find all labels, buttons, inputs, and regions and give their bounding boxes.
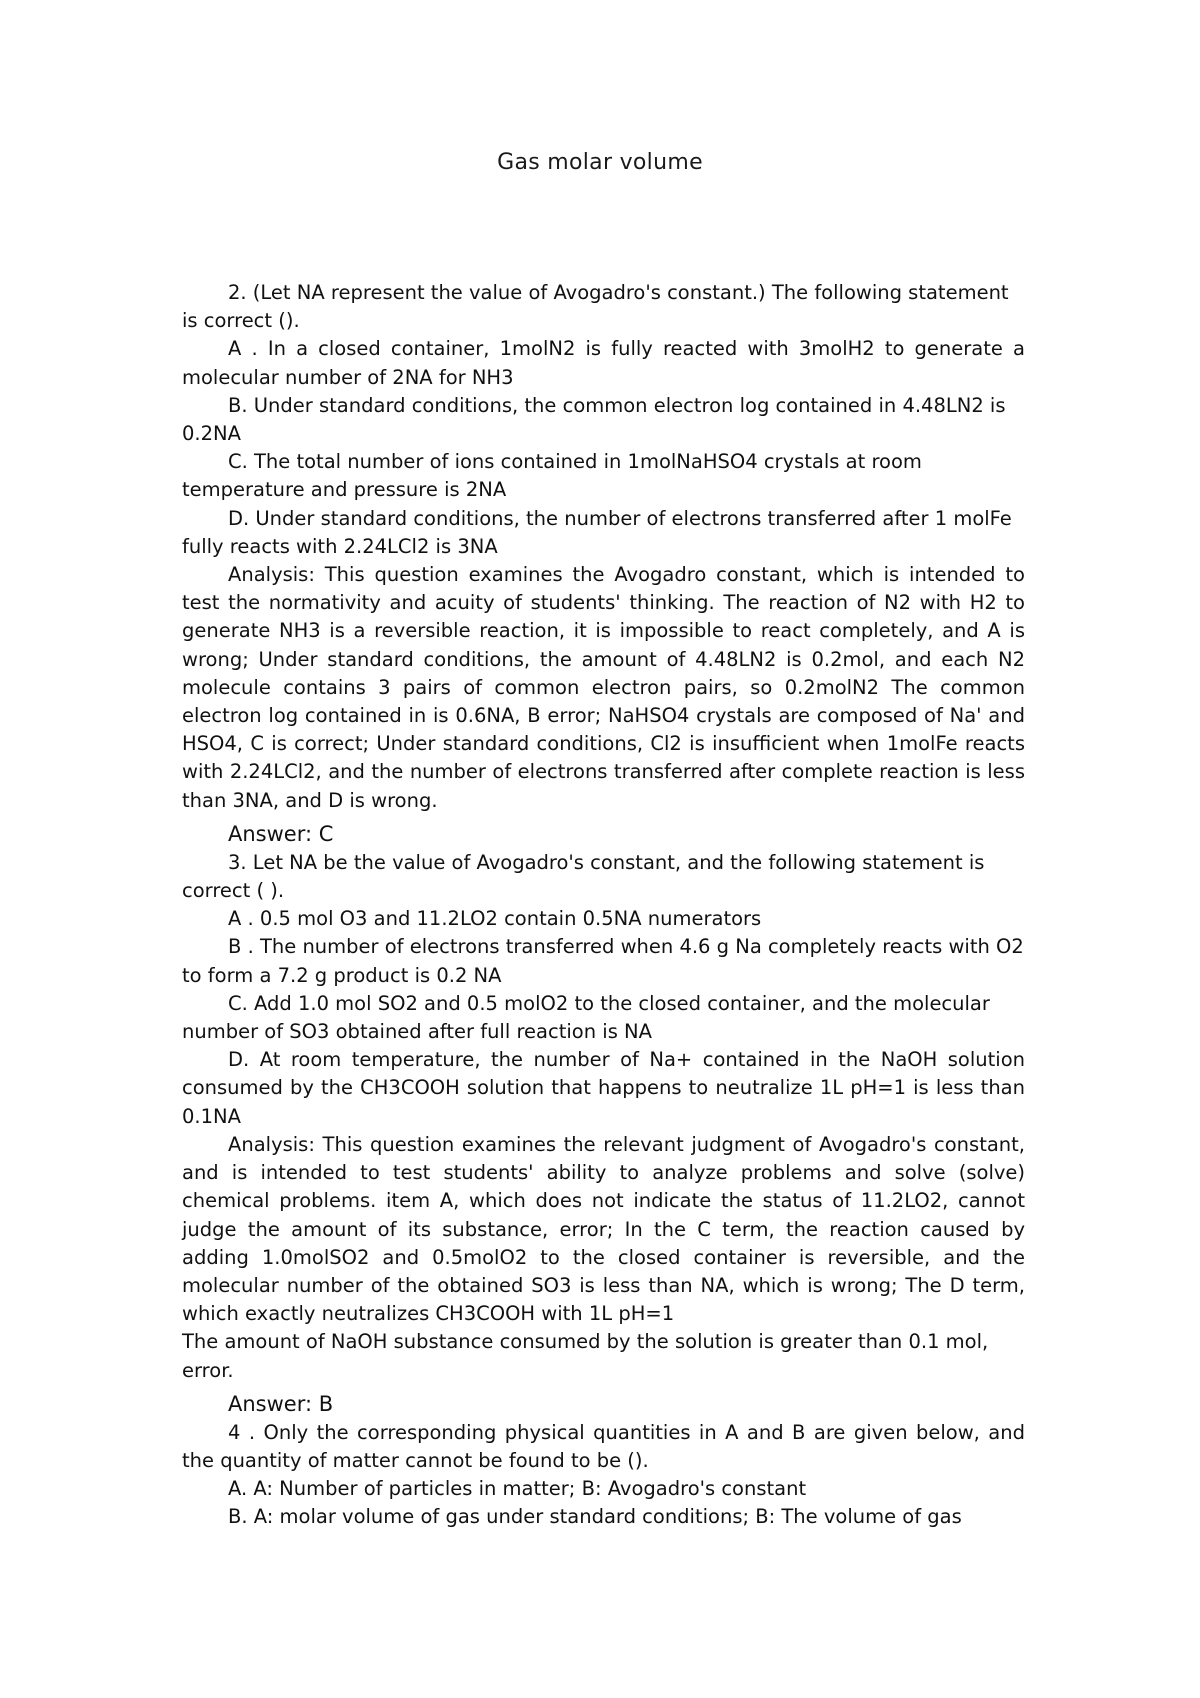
question-2-analysis: Analysis: This question examines the Avogadro constant, which is intended to test the normativity and acuity of students' thinking. The reaction of N2 with H2 to generate NH3 is a reversible reaction, it is impossible to react completely, and A is wrong; Under standard conditions, the amount of 4.48LN2 is 0.2mol, and each N2 molecule contains 3 pairs of common electron pairs, so 0.2molN2 The common electron log contained in is 0.6NA, B error; NaHSO4 crystals are composed of Na' and HSO4, C is correct; Under standard conditions, Cl2 is insufficient when 1molFe reacts with 2.24LCl2, and the number of electrons transferred after complete reaction is less than 3NA, and D is wrong. xyxy=(182,563,1025,812)
question-2-option-c: C. The total number of ions contained in 1molNaHSO4 crystals at room temperature and pressure is 2NA xyxy=(182,450,922,502)
question-2-stem: 2. (Let NA represent the value of Avogadro's constant.) The following statement is correct (). xyxy=(182,281,1009,333)
question-3-option-a: A . 0.5 mol O3 and 11.2LO2 contain 0.5NA numerators xyxy=(228,907,762,931)
document-body xyxy=(182,279,1025,1532)
question-3-option-b: B . The number of electrons transferred when 4.6 g Na completely reacts with O2 to form a 7.2 g product is 0.2 NA xyxy=(182,935,1024,987)
question-2-option-b: B. Under standard conditions, the common electron log contained in 4.48LN2 is 0.2NA xyxy=(182,393,1006,446)
question-3-option-c: C. Add 1.0 mol SO2 and 0.5 molO2 to the closed container, and the molecular number of SO3 obtained after full reaction is NA xyxy=(182,991,990,1044)
question-4-stem: 4 . Only the corresponding physical quantities in A and B are given below, and the quantity of matter cannot be found to be (). xyxy=(182,1420,1025,1472)
document-title: Gas molar volume xyxy=(497,150,703,175)
question-3-option-d: D. At room temperature, the number of Na+ contained in the NaOH solution consumed by the CH3COOH solution that happens to neutralize 1L pH=1 is less than 0.1NA xyxy=(182,1048,1025,1128)
question-2-option-a: A . In a closed container, 1molN2 is fully reacted with 3molH2 to generate a molecular number of 2NA for NH3 xyxy=(182,337,1025,389)
question-2-option-d: D. Under standard conditions, the number of electrons transferred after 1 molFe fully reacts with 2.24LCl2 is 3NA xyxy=(182,506,1012,558)
question-3-analysis-continued: The amount of NaOH substance consumed by the solution is greater than 0.1 mol, error. xyxy=(182,1330,989,1382)
question-3-answer: Answer: B xyxy=(228,1391,334,1416)
question-4-option-b: B. A: molar volume of gas under standard conditions; B: The volume of gas xyxy=(228,1505,962,1529)
question-4-option-a: A. A: Number of particles in matter; B: Avogadro's constant xyxy=(228,1477,807,1501)
question-3-analysis: Analysis: This question examines the relevant judgment of Avogadro's constant, and is intended to test students' ability to analyze problems and solve (solve) chemical problems. item A, which does not indicate the status of 11.2LO2, cannot judge the amount of its substance, error; In the C term, the reaction caused by adding 1.0molSO2 and 0.5molO2 to the closed container is reversible, and the molecular number of the obtained SO3 is less than NA, which is wrong; The D term, which exactly neutralizes CH3COOH with 1L pH=1 xyxy=(182,1132,1025,1326)
question-3-stem: 3. Let NA be the value of Avogadro's constant, and the following statement is correct ( ). xyxy=(182,850,985,903)
question-2-answer: Answer: C xyxy=(228,821,334,846)
